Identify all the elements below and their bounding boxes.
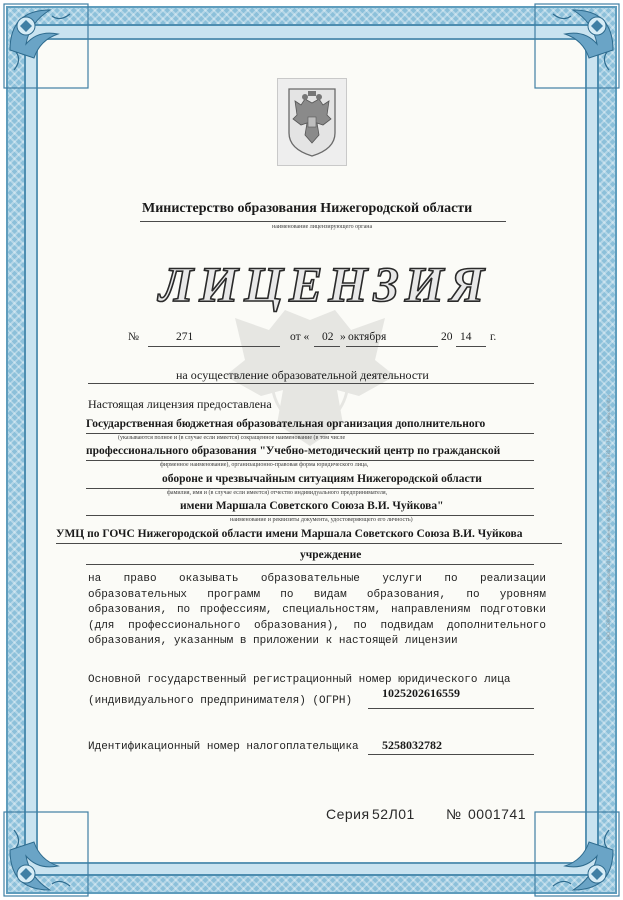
document-title: ЛИЦЕНЗИЯ [159,256,491,312]
blank-number-label: № [446,806,462,822]
organization-underline-1 [86,433,534,434]
organization-caption-3: фамилия, имя и (в случае если имеется) отчество индивидуального предпринимателя, [167,490,388,496]
license-purpose: на осуществление образовательной деятельности [176,368,429,382]
blank-series-label: Серия [326,806,370,822]
organization-caption-1: (указываются полное и (в случае если имеется) сокращенное наименование (в том числе [118,435,346,441]
corner-ornament-icon [0,0,92,92]
ogrn-label-line-2: (индивидуального предпринимателя) (ОГРН) [88,695,353,707]
blank-number: 0001741 [468,806,527,822]
license-day-underline [314,346,340,347]
issuer-caption: наименование лицензирующего органа [272,224,373,230]
organization-caption-4: наименование и реквизиты документа, удостоверяющего его личность) [230,517,413,523]
inn-underline [368,754,534,755]
organization-name-line-3: обороне и чрезвычайным ситуациям Нижегородской области [162,473,482,485]
organization-name-line-1: Государственная бюджетная образовательная организация дополнительного [86,418,486,430]
inn-value: 5258032782 [382,738,442,752]
corner-ornament-icon [531,0,623,92]
license-rights-text: на право оказывать образовательные услуги по реализации образовательных программ по видам образования, по уровням образования, по профессиям, специальностям, направлениям подготовки (для профессионального образования), по подвидам дополнительного образования, указанным в приложении к настоящей лицензии [88,573,546,647]
organization-name-line-2: профессионального образования "Учебно-методический центр по гражданской [86,445,501,457]
license-year-suffix: 14 [460,331,472,343]
ogrn-label-line-1: Основной государственный регистрационный номер юридического лица [88,674,511,686]
granted-to-label: Настоящая лицензия предоставлена [88,397,272,411]
license-number-underline [148,346,280,347]
license-month: октября [348,331,387,343]
organization-name-line-4: имени Маршала Советского Союза В.И. Чуйкова" [180,500,444,512]
issuer-name: Министерство образования Нижегородской области [142,201,473,216]
printer-imprint: ЗАО «СЕКРИТ», Нижний Новгород, 2013, «А», лицензия № 05-05-09/003 ФНС РФ, тел. (831) 2-78-05-61, www.sekrit.ru [606,394,611,640]
license-year-label: г. [490,331,497,343]
license-day: 02 [322,331,334,343]
license-number: 271 [176,331,194,343]
license-month-underline [346,346,438,347]
license-day-close: » [340,331,346,343]
organization-short-name: УМЦ по ГОЧС Нижегородской области имени Маршала Советского Союза В.И. Чуйкова [56,528,523,540]
organization-underline-2 [86,460,534,461]
organization-caption-2: фирменное наименование), организационно-правовая форма юридического лица, [160,462,369,468]
license-year-prefix: 20 [441,331,453,343]
purpose-underline [88,383,534,384]
corner-ornament-icon [531,808,623,900]
organization-underline-3 [86,488,534,489]
blank-series: 52Л01 [372,806,415,822]
coat-of-arms-emblem [277,78,347,166]
organization-type: учреждение [300,549,362,561]
license-date-prefix: от « [290,331,310,343]
inn-label: Идентификационный номер налогоплательщика [88,741,359,753]
organization-underline-4 [86,515,534,516]
ogrn-value: 1025202616559 [382,686,460,700]
organization-underline-5 [56,543,562,544]
organization-underline-6 [86,564,534,565]
issuer-underline [140,221,506,222]
double-headed-eagle-icon [283,85,341,159]
ogrn-underline [368,708,534,709]
corner-ornament-icon [0,808,92,900]
license-number-label: № [128,331,139,343]
license-year-underline [456,346,486,347]
